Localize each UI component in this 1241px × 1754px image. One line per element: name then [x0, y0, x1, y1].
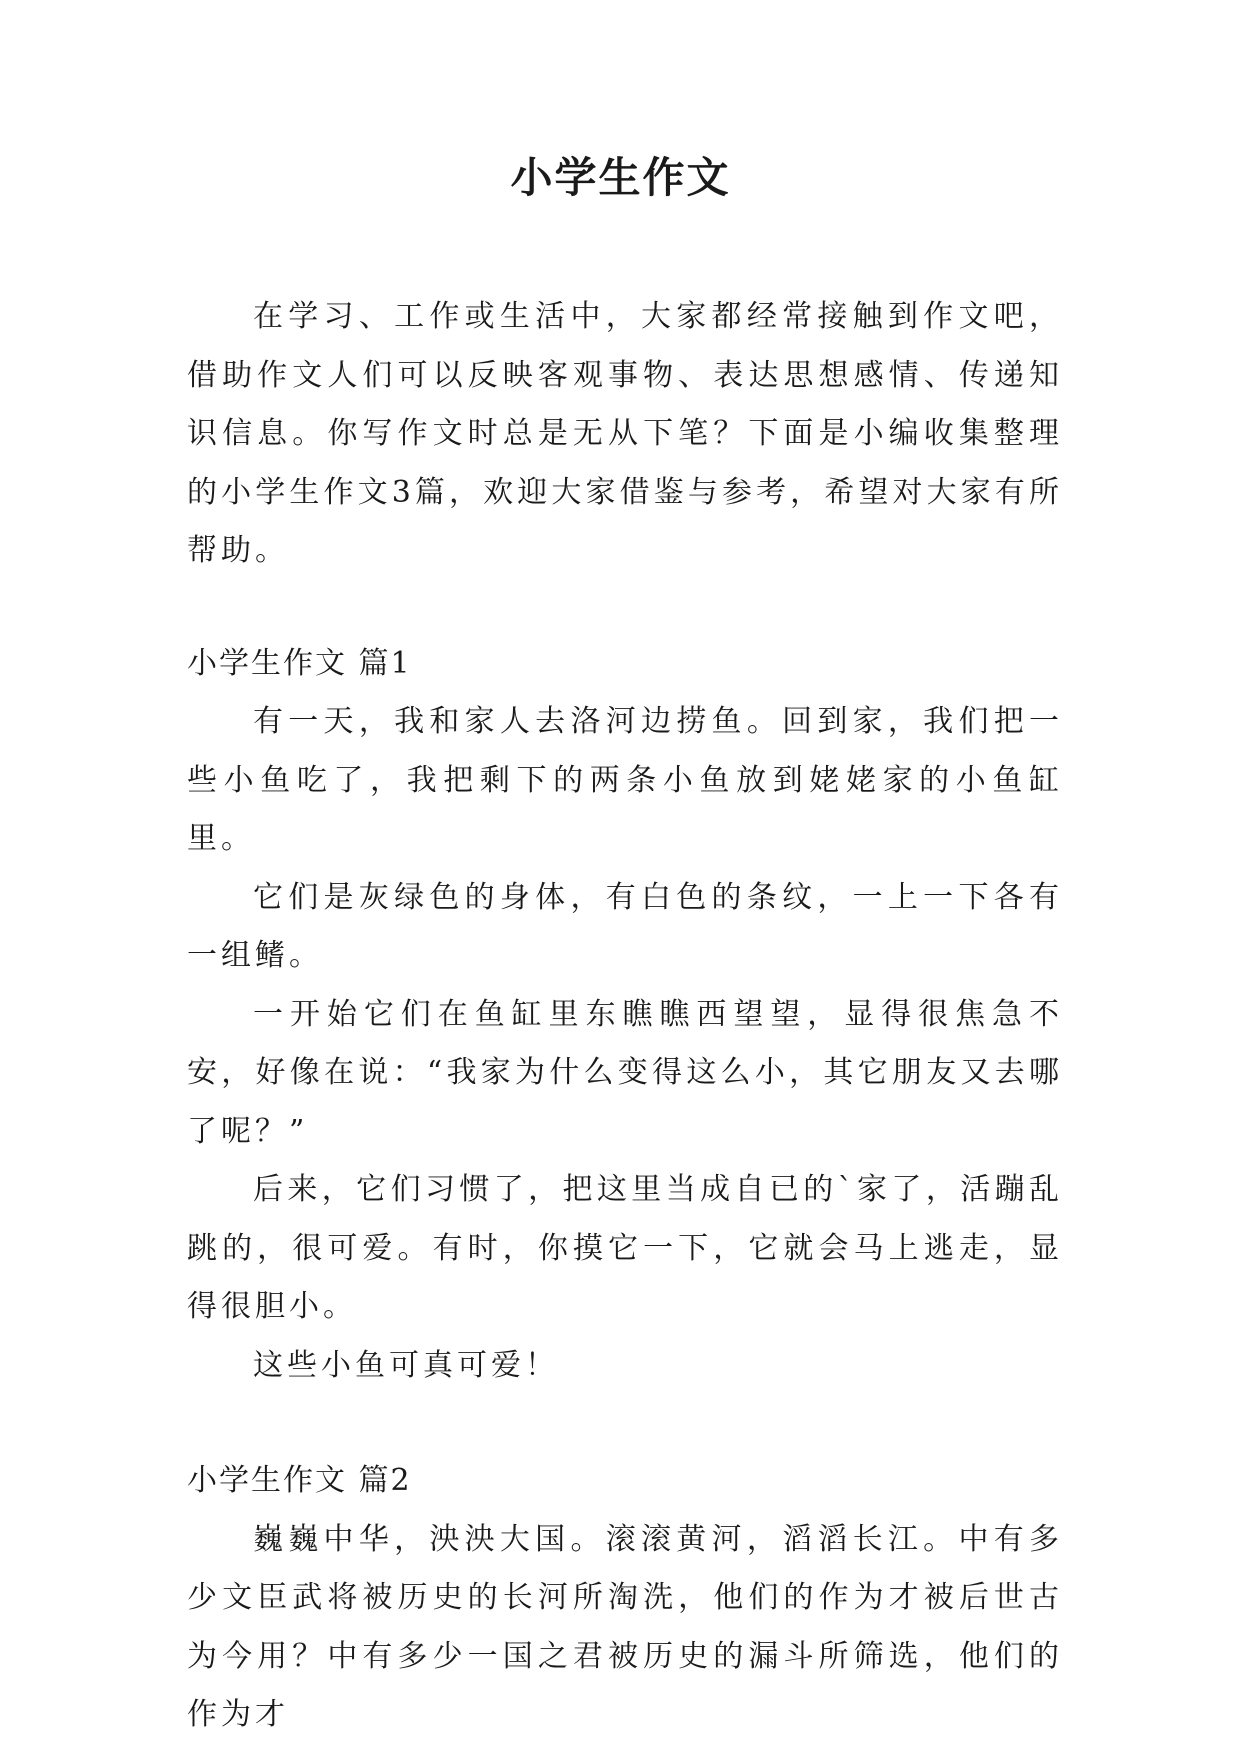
document-body: [187, 288, 1063, 1745]
section-heading: 小学生作文 篇1: [187, 645, 412, 681]
body-paragraph: 后来，它们习惯了，把这里当成自已的`家了，活蹦乱跳的，很可爱。有时，你摸它一下，它就会马上逃走，显得很胆小。: [187, 1172, 1063, 1324]
document-title: 小学生作文: [510, 153, 731, 202]
body-paragraph: 这些小鱼可真可爱！: [253, 1347, 559, 1383]
section-2: [187, 1452, 1063, 1745]
body-paragraph: 它们是灰绿色的身体，有白色的条纹，一上一下各有一组鳍。: [187, 879, 1063, 973]
body-paragraph: 有一天，我和家人去洛河边捞鱼。回到家，我们把一些小鱼吃了，我把剩下的两条小鱼放到姥姥家的小鱼缸里。: [187, 704, 1063, 856]
section-spacer: [187, 1395, 1063, 1452]
section-heading: 小学生作文 篇2: [187, 1463, 412, 1498]
section-spacer: [187, 581, 1063, 635]
intro-paragraph: 在学习、工作或生活中，大家都经常接触到作文吧，借助作文人们可以反映客观事物、表达思想感情、传递知识信息。你写作文时总是无从下笔？下面是小编收集整理的小学生作文3篇，欢迎大家借鉴与参考，希望对大家有所帮助。: [187, 299, 1063, 568]
body-paragraph: 巍巍中华，泱泱大国。滚滚黄河，滔滔长江。中有多少文臣武将被历史的长河所淘洗，他们的作为才被后世古为今用？中有多少一国之君被历史的漏斗所筛选，他们的作为才: [187, 1521, 1063, 1732]
body-paragraph: 一开始它们在鱼缸里东瞧瞧西望望，显得很焦急不安，好像在说：“我家为什么变得这么小，其它朋友又去哪了呢？”: [187, 996, 1063, 1149]
section-1: [187, 635, 1063, 1396]
